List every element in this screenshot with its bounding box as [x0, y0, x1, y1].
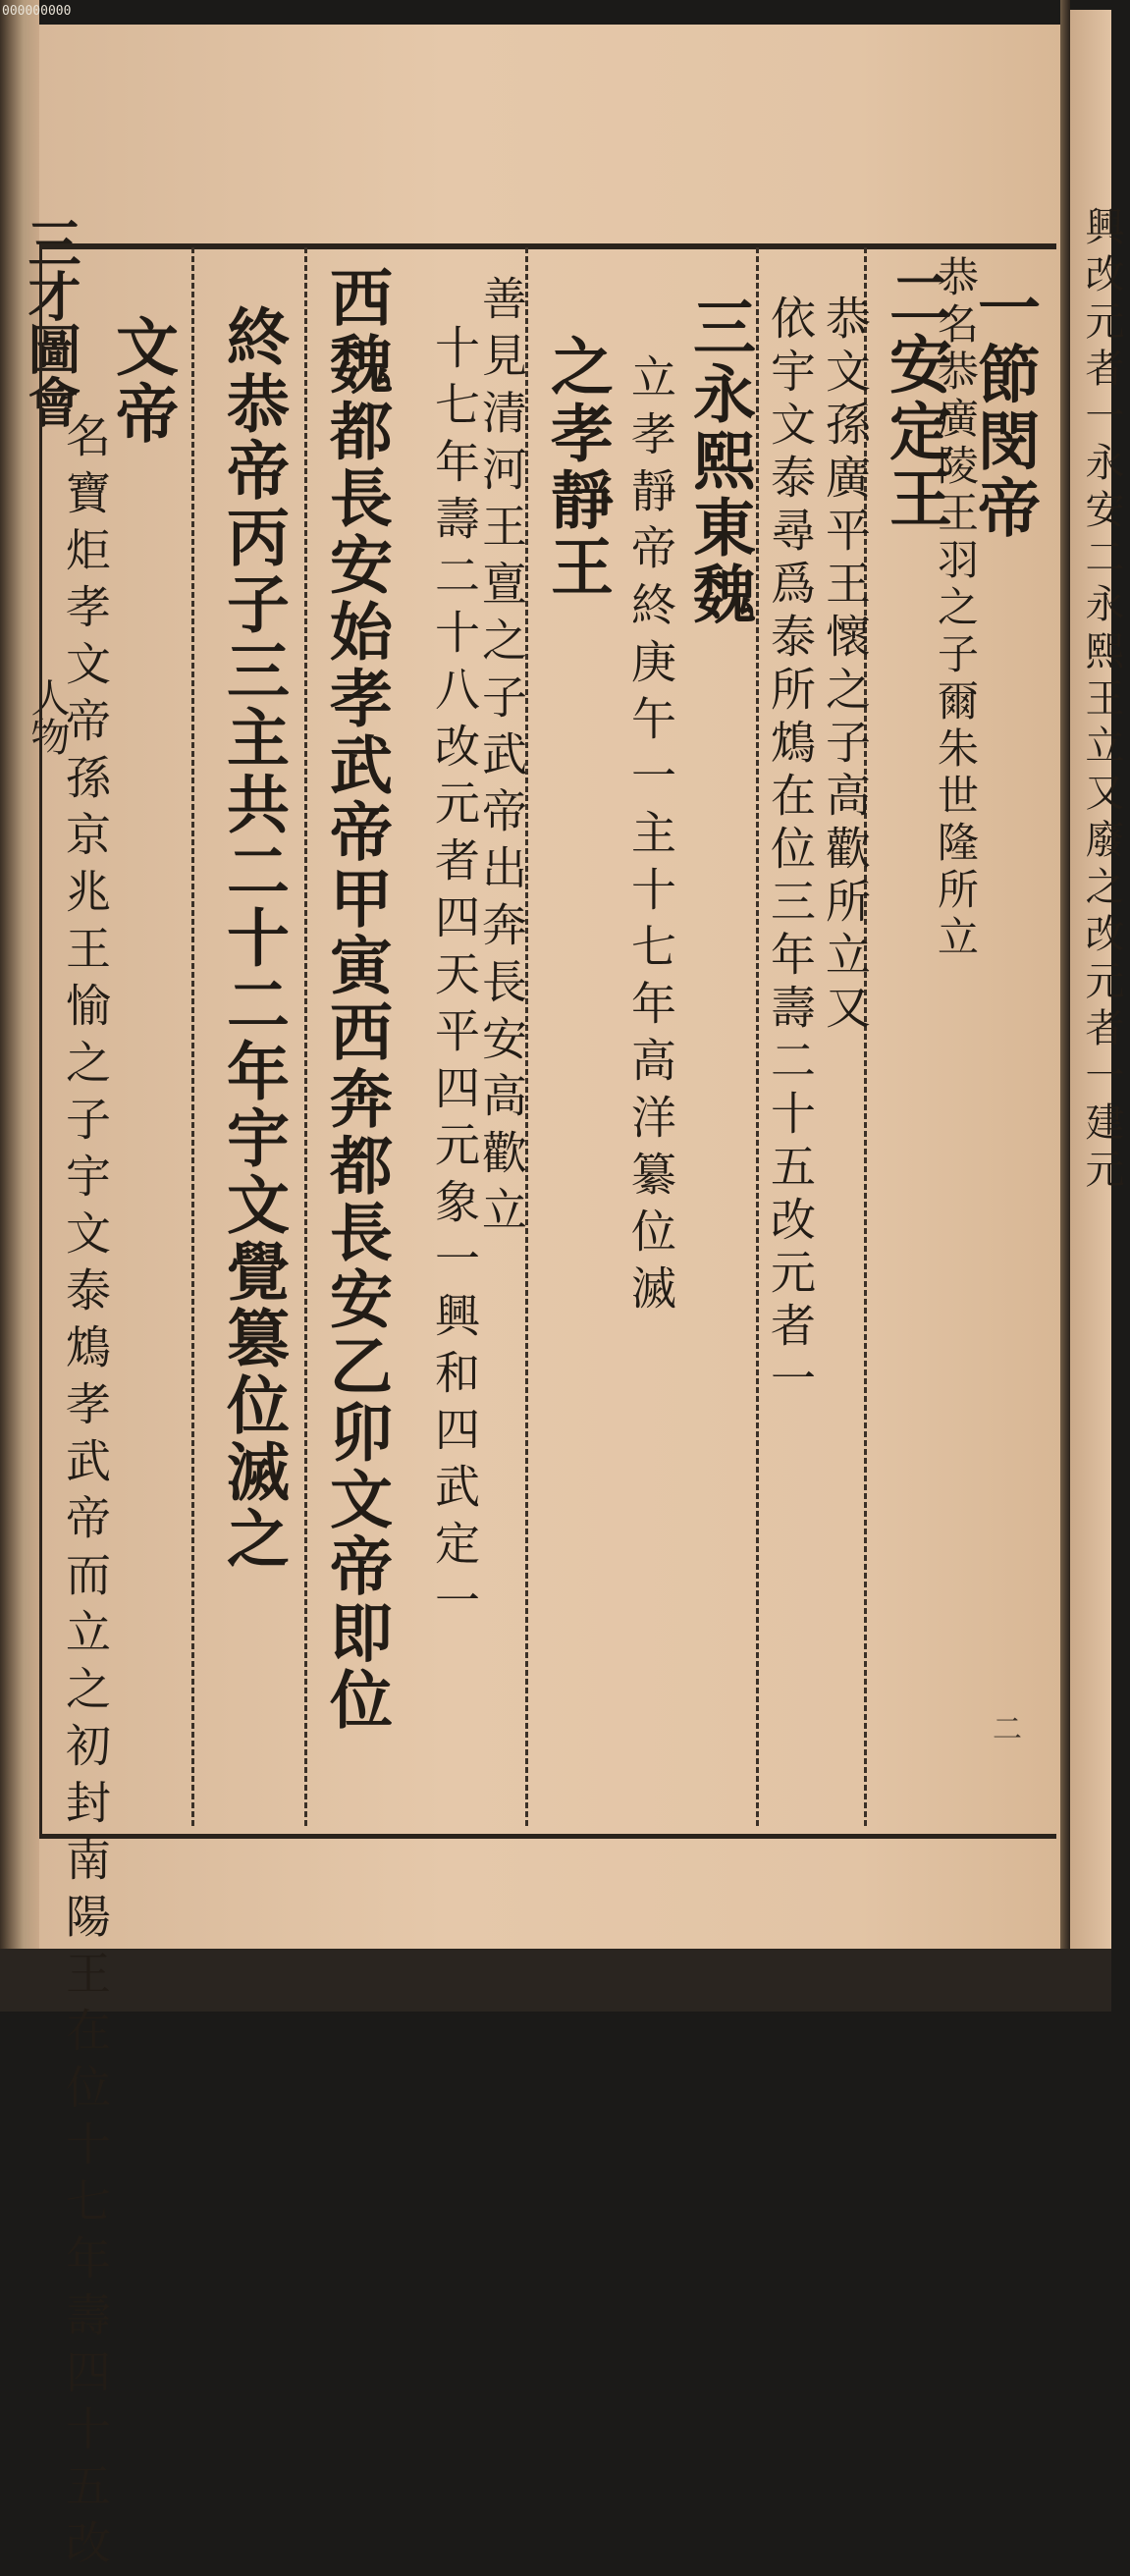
running-head: 三才圖會	[20, 216, 82, 428]
text-column: 三永熙東魏	[682, 295, 756, 628]
text-column: 文帝	[105, 314, 179, 448]
text-column: 立孝靜帝終庚午一主十七年高洋纂位滅	[624, 353, 677, 1321]
text-column: 名寶炬孝文帝孫京兆王愉之子宇文泰鴆孝武帝而立之初封南陽王在位十七年壽四十五改	[59, 412, 112, 2576]
scan-id: 000000000	[2, 4, 72, 19]
folio-mark: 二	[987, 1713, 1021, 1743]
text-column: 西魏都長安始孝武帝甲寅西奔都長安乙卯文帝即位	[319, 265, 393, 1734]
column-rule	[191, 247, 194, 1826]
text-column: 一節閔帝	[967, 275, 1041, 542]
text-column: 終恭帝丙子三主共二十二年宇文覺篡位滅之	[216, 304, 290, 1573]
text-column: 恭文孫廣平王懷之子高歡所立又	[819, 295, 872, 1037]
running-head-volume: 人物	[25, 677, 70, 756]
book-bottom-edge	[0, 1949, 1111, 2012]
book-spine	[1060, 0, 1070, 2012]
text-column: 依宇文泰尋爲泰所鴆在位三年壽二十五改元者一	[764, 295, 817, 1408]
text-column: 十七年壽二十八改元者四天平四元象一興和四武定一	[428, 324, 481, 1634]
column-rule	[304, 247, 307, 1826]
column-rule	[756, 247, 759, 1826]
text-column: 二安定王	[879, 265, 952, 532]
text-column: 之孝靜王	[540, 334, 614, 601]
next-page-text: 興改元者一永安二永熙王立又廢之改元者一建元	[1079, 206, 1124, 1196]
text-column: 善見清河王亶之子武帝出奔長安高歡立	[475, 275, 528, 1243]
text-column: 恭名恭廣陵王羽之子爾朱世隆所立	[932, 255, 980, 962]
